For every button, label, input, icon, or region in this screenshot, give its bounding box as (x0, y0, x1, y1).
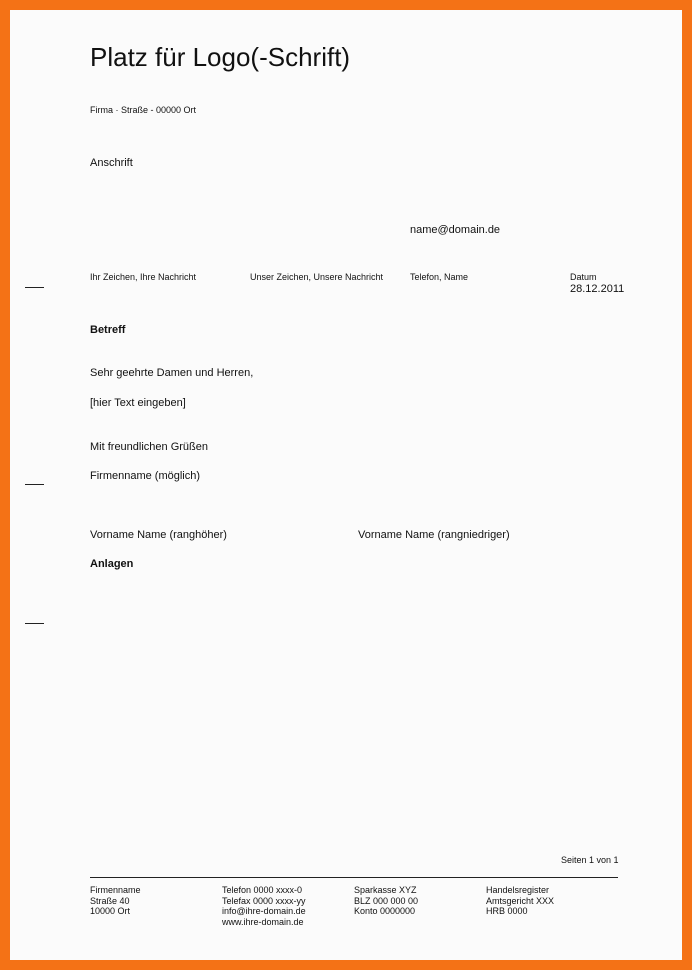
body-text: [hier Text eingeben] (90, 397, 186, 409)
signer-junior: Vorname Name (rangniedriger) (358, 529, 510, 541)
date-label: Datum (570, 272, 597, 282)
closing: Mit freundlichen Grüßen (90, 441, 208, 453)
ref-your: Ihr Zeichen, Ihre Nachricht (90, 272, 197, 282)
contact-email: name@domain.de (410, 224, 501, 236)
footer-bank-name: Sparkasse XYZ (354, 885, 417, 895)
company-name: Firmenname (möglich) (90, 470, 201, 482)
footer-col-contact (222, 885, 306, 927)
footer-website: www.ihre-domain.de (222, 916, 304, 927)
letter-page (10, 10, 682, 960)
footer-court: Amtsgericht XXX (486, 895, 555, 906)
footer-hrb: HRB 0000 (486, 906, 528, 916)
attachments: Anlagen (90, 558, 134, 570)
date-value: 28.12.2011 (570, 283, 625, 295)
sender-line: Firma · Straße - 00000 Ort (90, 105, 197, 115)
footer-col-company (90, 885, 141, 917)
footer-phone: Telefon 0000 xxxx-0 (222, 885, 303, 895)
signer-senior: Vorname Name (ranghöher) (90, 529, 227, 541)
footer-account: Konto 0000000 (354, 906, 416, 916)
ref-our: Unser Zeichen, Unsere Nachricht (250, 272, 384, 282)
footer-bank-code: BLZ 000 000 00 (354, 895, 419, 906)
fold-mark-top (25, 287, 44, 288)
footer-col-register (486, 885, 554, 917)
logo-placeholder: Platz für Logo(-Schrift) (90, 42, 351, 72)
footer-street: Straße 40 (90, 895, 130, 906)
subject: Betreff (90, 324, 126, 336)
salutation: Sehr geehrte Damen und Herren, (90, 367, 254, 379)
footer-divider (90, 877, 618, 878)
fold-mark-middle (25, 484, 44, 485)
footer-register: Handelsregister (486, 885, 550, 895)
footer-fax: Telefax 0000 xxxx-yy (222, 895, 306, 906)
footer-company-name: Firmenname (90, 885, 141, 895)
punch-mark (25, 623, 44, 624)
footer-col-bank (354, 885, 418, 917)
footer-city: 10000 Ort (90, 906, 131, 916)
ref-phone: Telefon, Name (410, 272, 469, 282)
footer-email: info@ihre-domain.de (222, 906, 306, 916)
page-number: Seiten 1 von 1 (561, 855, 619, 865)
address-block: Anschrift (90, 157, 133, 169)
